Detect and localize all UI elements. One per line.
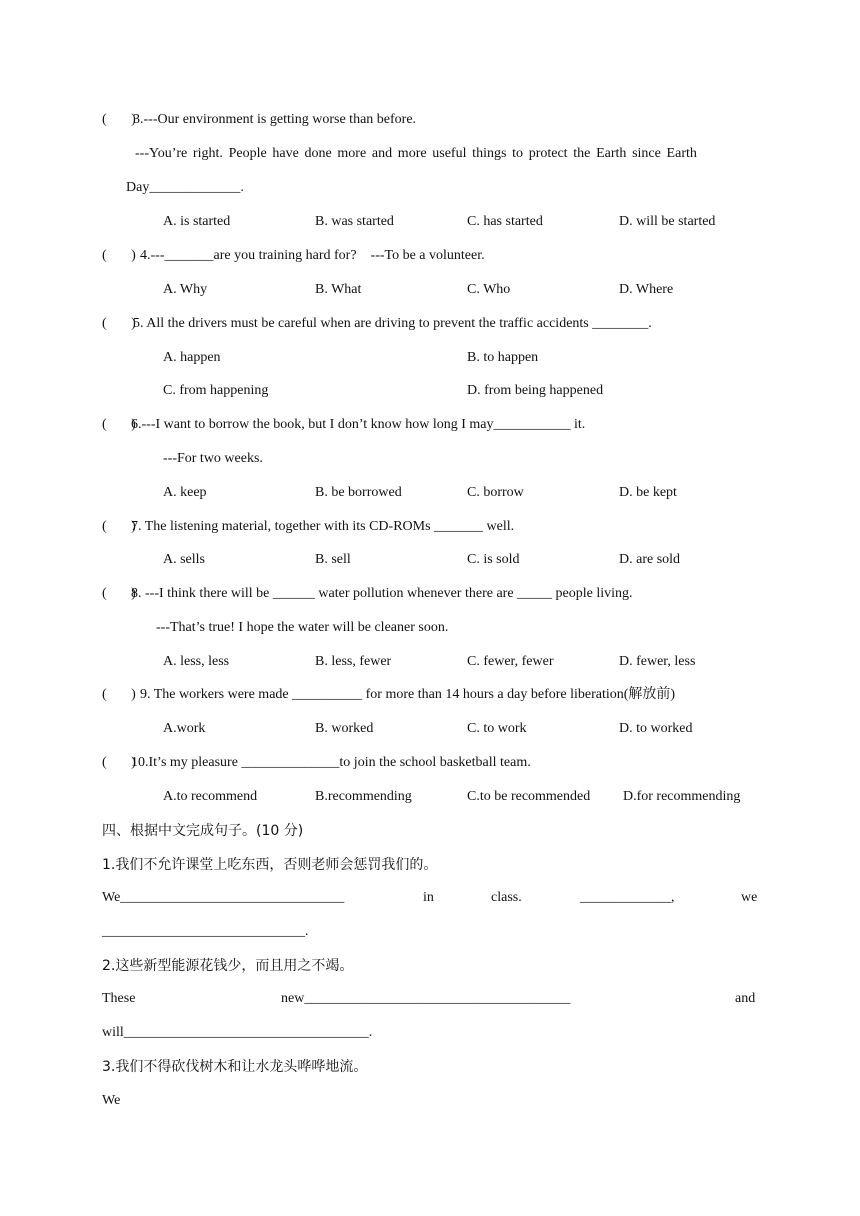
option-c: C. Who [467,282,511,297]
option-d: D. to worked [619,721,693,736]
answer-paren: ( ) [102,248,136,263]
answer-paren: ( ) [102,586,136,601]
option-b: B. was started [315,214,394,229]
sentence-1-blank: We________________________________ [102,890,345,905]
option-b: B. worked [315,721,374,736]
question-continuation: Day_____________. [126,180,244,195]
option-b: B.recommending [315,789,412,804]
answer-paren: ( ) [102,316,136,331]
sentence-3-chinese: 3.我们不得砍伐树木和让水龙头哗哗地流。 [102,1059,368,1075]
option-c: C. from happening [163,383,269,398]
sentence-1-chinese: 1.我们不允许课堂上吃东西，否则老师会惩罚我们的。 [102,857,438,873]
answer-paren: ( ) [102,112,136,127]
question-text: 4.---_______are you training hard for? ---To be a volunteer. [140,248,485,263]
option-d: D.for recommending [623,789,741,804]
option-d: D. fewer, less [619,654,696,669]
sentence-2-chinese: 2.这些新型能源花钱少，而且用之不竭。 [102,958,354,974]
option-d: D. Where [619,282,674,297]
option-d: D. are sold [619,552,681,567]
option-c: C. fewer, fewer [467,654,554,669]
option-a: A. less, less [163,654,230,669]
question-text: 5. All the drivers must be careful when are driving to prevent the traffic accidents ________. [133,316,652,331]
option-c: C.to be recommended [467,789,591,804]
question-text: 10.It’s my pleasure ______________to join the school basketball team. [131,755,531,770]
answer-paren: ( ) [102,519,136,534]
option-a: A. keep [163,485,207,500]
answer-paren: ( ) [102,417,136,432]
option-c: C. has started [467,214,543,229]
sentence-2-blank: new______________________________________ [281,991,571,1006]
option-d: D. will be started [619,214,716,229]
question-text: 8. ---I think there will be ______ water pollution whenever there are _____ people living. [131,586,633,601]
sentence-2-word: These [102,991,136,1006]
option-a: A. sells [163,552,205,567]
sentence-1-word: we [741,890,758,905]
option-c: C. is sold [467,552,520,567]
option-a: A. is started [163,214,231,229]
sentence-3-word: We [102,1093,121,1108]
option-c: C. borrow [467,485,524,500]
sentence-1-blank: _____________________________. [102,924,309,939]
option-c: C. to work [467,721,527,736]
sentence-1-word: in [423,890,434,905]
question-text: 9. The workers were made __________ for more than 14 hours a day before liberation(解放前) [140,687,676,702]
option-b: B. to happen [467,350,539,365]
option-a: A. happen [163,350,221,365]
section-heading: 四、根据中文完成句子。(10 分) [102,823,304,839]
answer-paren: ( ) [102,687,136,702]
option-a: A. Why [163,282,208,297]
option-a: A.work [163,721,206,736]
sentence-2-blank: will___________________________________. [102,1025,373,1040]
question-continuation: ---That’s true! I hope the water will be cleaner soon. [156,620,449,635]
question-text: 3.---Our environment is getting worse than before. [133,112,417,127]
answer-paren: ( ) [102,755,136,770]
question-continuation: ---You’re right. People have done more and more useful things to protect the Earth since Earth [135,146,697,161]
option-a: A.to recommend [163,789,258,804]
sentence-2-word: and [735,991,756,1006]
sentence-1-blank: _____________, [580,890,675,905]
option-d: D. from being happened [467,383,604,398]
question-continuation: ---For two weeks. [163,451,263,466]
option-b: B. be borrowed [315,485,402,500]
sentence-1-word: class. [491,890,522,905]
question-text: 6.---I want to borrow the book, but I don’t know how long I may___________ it. [131,417,586,432]
question-text: 7. The listening material, together with its CD-ROMs _______ well. [131,519,515,534]
option-b: B. What [315,282,362,297]
option-b: B. sell [315,552,351,567]
option-b: B. less, fewer [315,654,392,669]
option-d: D. be kept [619,485,677,500]
